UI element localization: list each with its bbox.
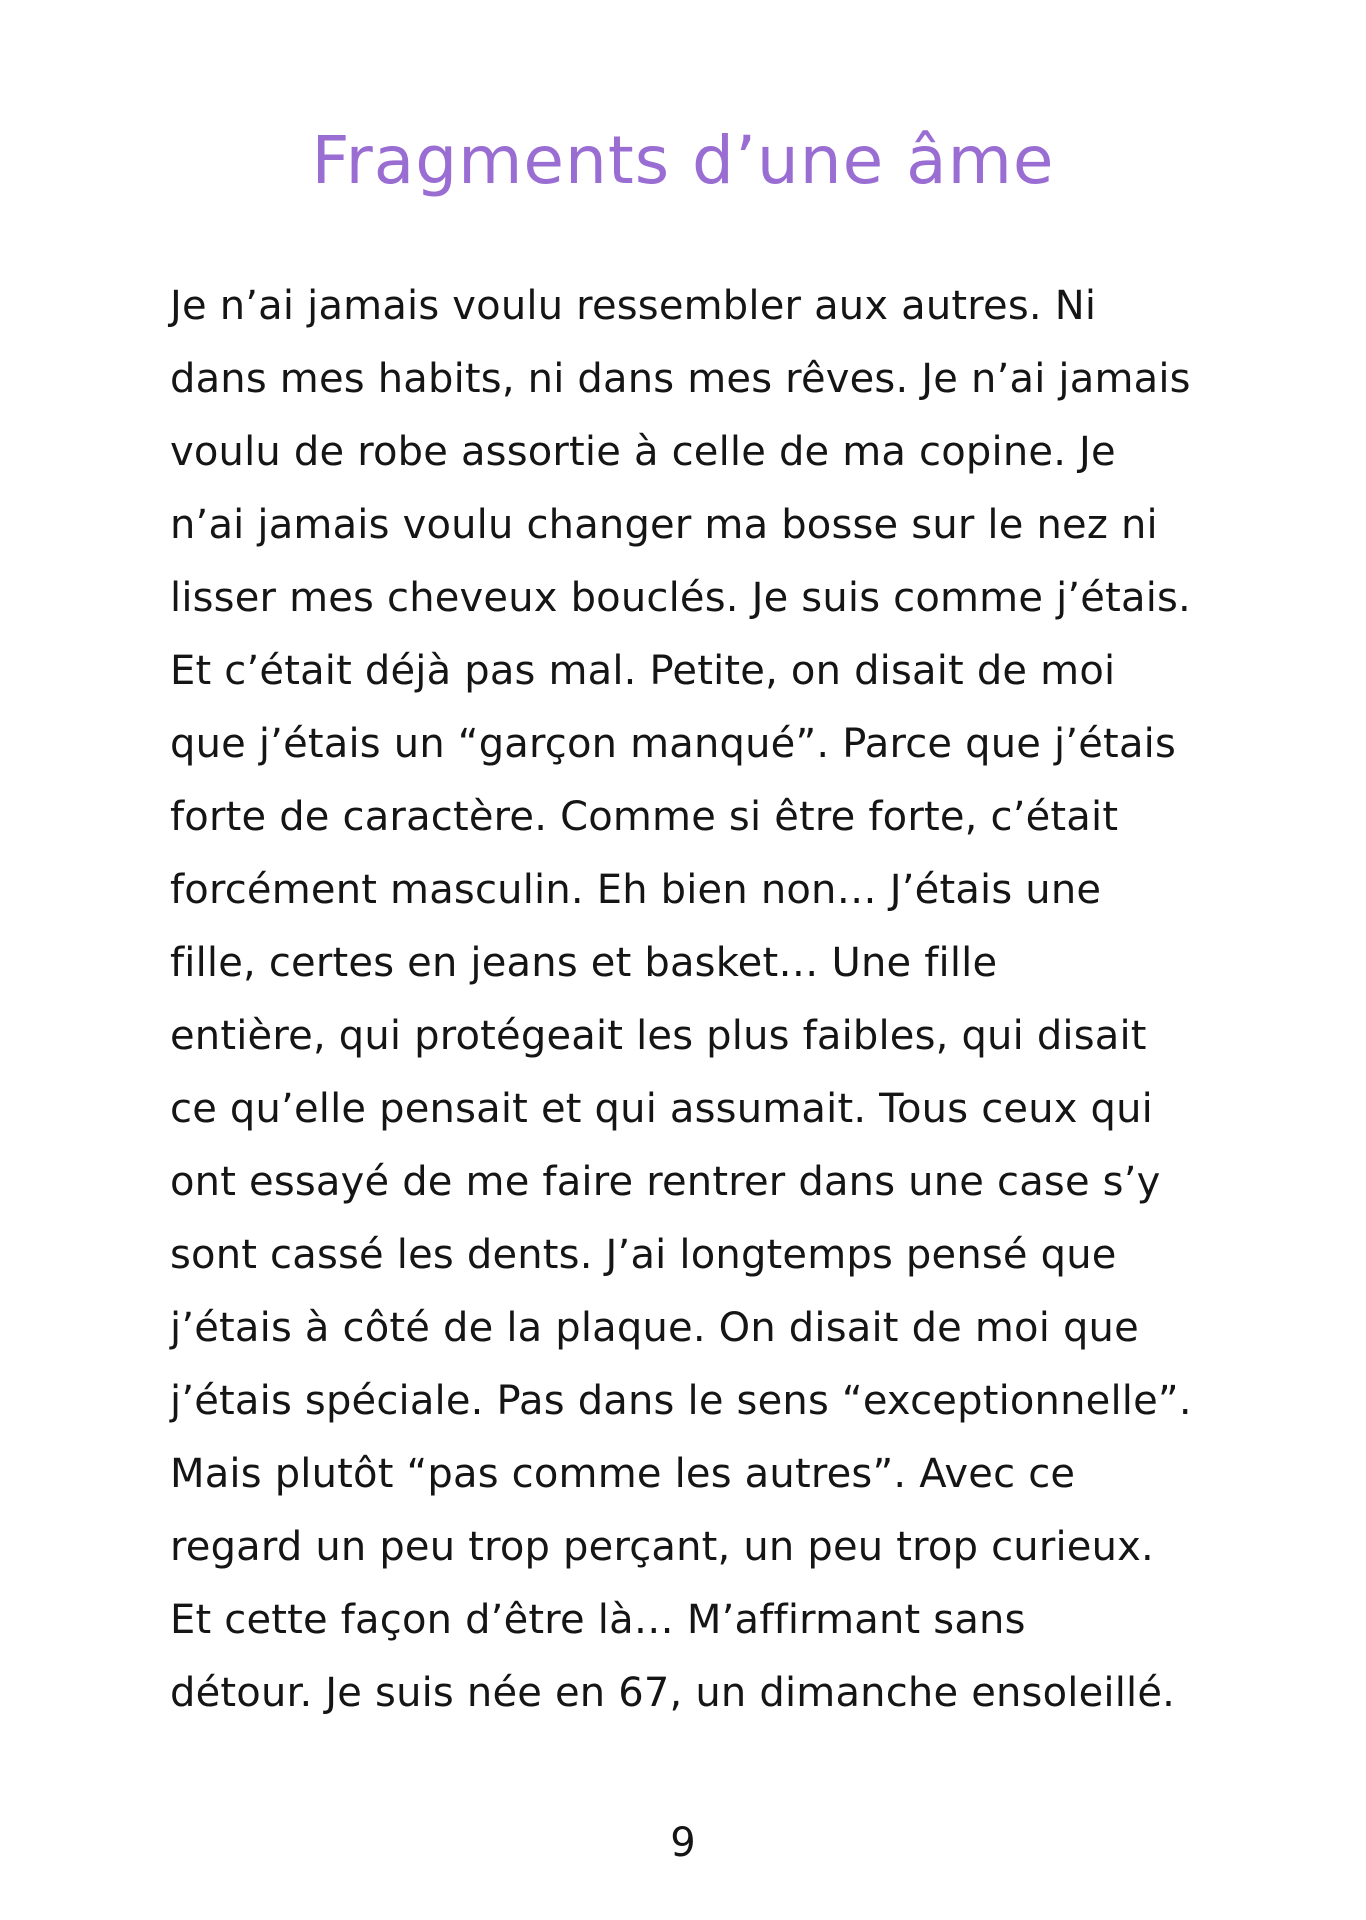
- text-line: fille, certes en jeans et basket… Une fille: [170, 940, 998, 986]
- text-line: lisser mes cheveux bouclés. Je suis comme j’étais.: [170, 575, 1191, 621]
- page-number: 9: [670, 1820, 696, 1866]
- text-line: Mais plutôt “pas comme les autres”. Avec ce: [170, 1451, 1076, 1497]
- text-line: forcément masculin. Eh bien non… J’étais une: [170, 867, 1102, 913]
- text-line: j’étais spéciale. Pas dans le sens “exceptionnelle”.: [170, 1378, 1192, 1424]
- text-line: entière, qui protégeait les plus faibles, qui disait: [170, 1013, 1147, 1059]
- text-line: que j’étais un “garçon manqué”. Parce que j’étais: [170, 721, 1177, 767]
- text-line: n’ai jamais voulu changer ma bosse sur le nez ni: [170, 502, 1158, 548]
- body-text: [170, 270, 1260, 1730]
- text-line: ce qu’elle pensait et qui assumait. Tous ceux qui: [170, 1086, 1153, 1132]
- page-title: Fragments d’une âme: [311, 122, 1055, 199]
- text-line: dans mes habits, ni dans mes rêves. Je n’ai jamais: [170, 356, 1191, 402]
- text-line: détour. Je suis née en 67, un dimanche ensoleillé.: [170, 1670, 1176, 1716]
- text-line: forte de caractère. Comme si être forte, c’était: [170, 794, 1119, 840]
- text-line: Je n’ai jamais voulu ressembler aux autres. Ni: [170, 283, 1097, 329]
- text-line: regard un peu trop perçant, un peu trop curieux.: [170, 1524, 1154, 1570]
- text-line: Et cette façon d’être là… M’affirmant sans: [170, 1597, 1026, 1643]
- text-line: voulu de robe assortie à celle de ma copine. Je: [170, 429, 1116, 475]
- text-line: sont cassé les dents. J’ai longtemps pensé que: [170, 1232, 1117, 1278]
- text-line: j’étais à côté de la plaque. On disait de moi que: [170, 1305, 1139, 1351]
- text-line: Et c’était déjà pas mal. Petite, on disait de moi: [170, 648, 1116, 694]
- text-line: ont essayé de me faire rentrer dans une case s’y: [170, 1159, 1161, 1205]
